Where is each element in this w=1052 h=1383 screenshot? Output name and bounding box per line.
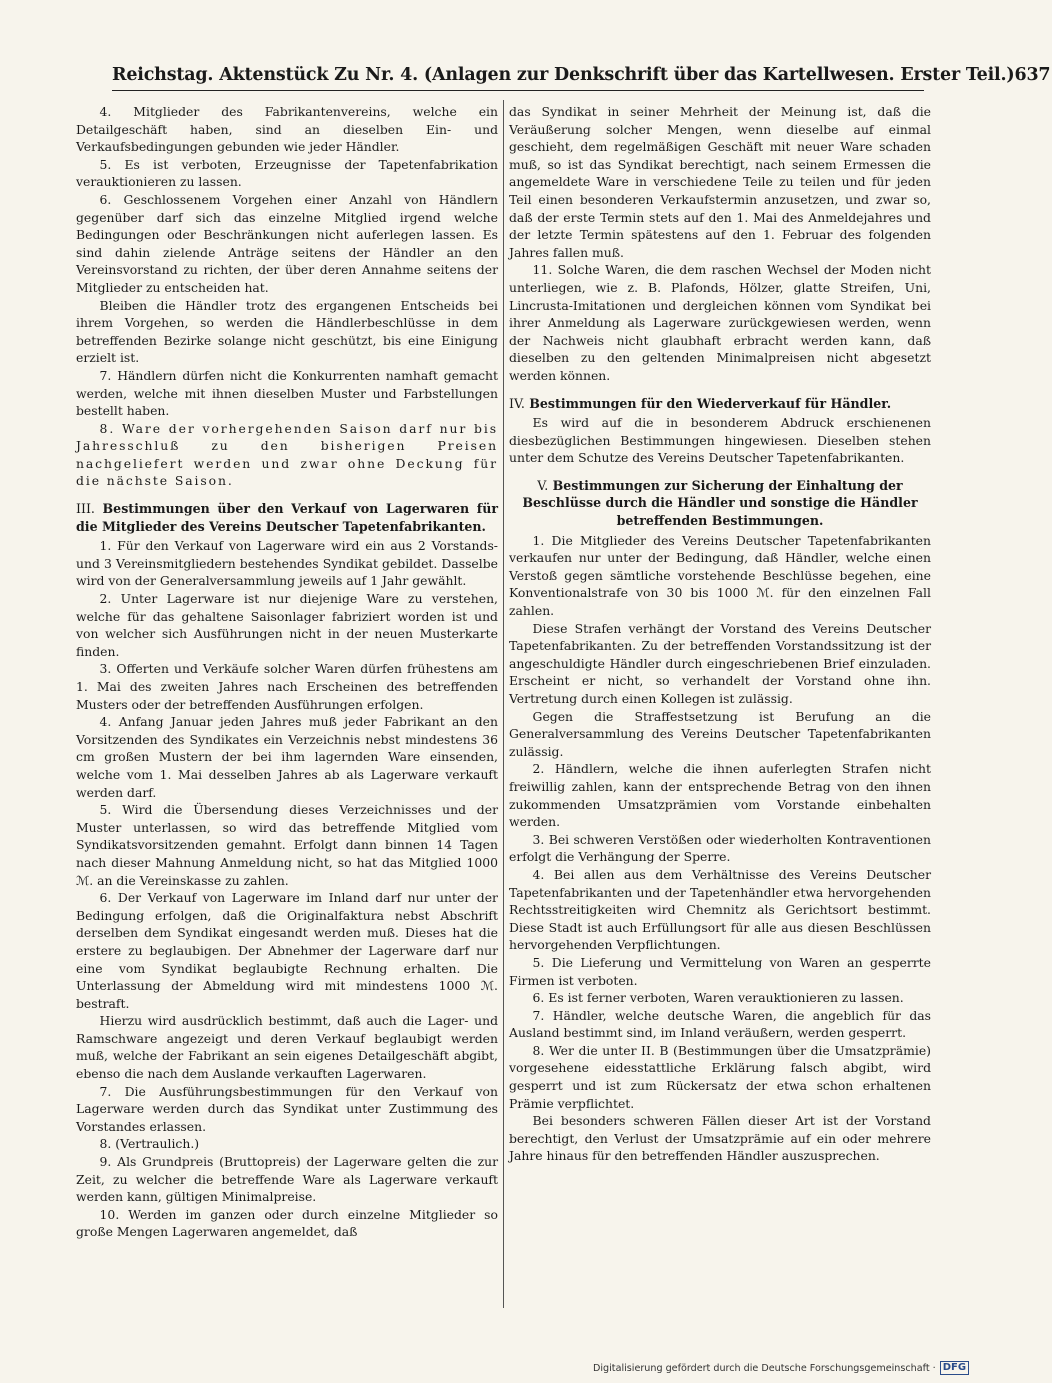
section-number: V. [537, 477, 549, 493]
paragraph: Bleiben die Händler trotz des ergangenen Entscheids bei ihrem Vorgehen, so werden die Händlerbeschlüsse in dem betreffenden Bezirke solange nicht geschützt, bis eine Einigung erzielt ist. [76, 297, 498, 366]
paragraph: 7. Die Ausführungsbestimmungen für den Verkauf von Lagerware werden durch das Syndikat unter Zustimmung des Vorstandes erlassen. [76, 1083, 498, 1134]
section-heading-iii [76, 500, 498, 535]
paragraph: 9. Als Grundpreis (Bruttopreis) der Lagerware gelten die zur Zeit, zu welcher die betreffende Ware als Lagerware verkauft werden kann, gültigen Minimalpreise. [76, 1154, 498, 1205]
paragraph: 5. Es ist verboten, Erzeugnisse der Tapetenfabrikation verauktionieren zu lassen. [76, 156, 498, 190]
paragraph: Es wird auf die in besonderem Abdruck erschienenen diesbezüglichen Bestimmungen hingewiesen. Dieselben stehen unter dem Schutze des Vereins Deutscher Tapetenfabrikanten. [509, 415, 931, 466]
paragraph: 6. Es ist ferner verboten, Waren verauktionieren zu lassen. [532, 990, 904, 1006]
paragraph: das Syndikat in seiner Mehrheit der Meinung ist, daß die Veräußerung solcher Mengen, wenn dieselbe auf einmal geschieht, dem regelmäßigen Geschäft mit neuer Ware schaden muß, so ist das Syndikat berechtigt, nach seinem Ermessen die angemeldete Ware in verschiedene Teile zu teilen und für jeden Teil einen besonderen Verkaufstermin anzusetzen, und zwar so, daß der erste Termin stets auf den 1. Mai des Anmeldejahres und der letzte Termin spätestens auf den 1. Februar des folgenden Jahres fallen muß. [509, 104, 931, 260]
left-column [76, 103, 498, 1303]
paragraph: Bei besonders schweren Fällen dieser Art ist der Vorstand berechtigt, den Verlust der Umsatzprämie auf ein oder mehrere Jahre hinaus für den betreffenden Händler auszusprechen. [509, 1113, 931, 1164]
digitization-credit [593, 1360, 993, 1376]
paragraph: 8. (Vertraulich.) [99, 1136, 200, 1152]
paragraph: 4. Anfang Januar jeden Jahres muß jeder Fabrikant an den Vorsitzenden des Syndikates ein Verzeichnis nebst mindestens 36 cm großen Mustern der bei ihm lagernden Ware einsenden, welche vom 1. Mai desselben Jahres ab als Lagerware verkauft werden darf. [76, 714, 498, 800]
paragraph: 6. Der Verkauf von Lagerware im Inland darf nur unter der Bedingung erfolgen, daß die Originalfaktura nebst Abschrift derselben dem Syndikat eingesandt werden muß. Dieses hat die erstere zu beglaubigen. Der Abnehmer der Lagerware darf nur eine vom Syndikat beglaubigte Rechnung erhalten. Die Unterlassung der Abmeldung wird mit mindestens 1000 ℳ. bestraft. [76, 890, 498, 1011]
paragraph: Hierzu wird ausdrücklich bestimmt, daß auch die Lager- und Ramschware angezeigt und deren Verkauf beglaubigt werden muß, welche der Fabrikant an sein eigenes Detailgeschäft abgibt, ebenso die nach dem Auslande verkauften Lagerwaren. [76, 1013, 498, 1082]
paragraph: 2. Unter Lagerware ist nur diejenige Ware zu verstehen, welche für das gehaltene Saisonlager fabriziert worden ist und von welcher sich Ausführungen nicht in der neuen Musterkarte finden. [76, 591, 498, 659]
dfg-logo-icon: DFG [940, 1361, 969, 1375]
paragraph: 11. Solche Waren, die dem raschen Wechsel der Moden nicht unterliegen, wie z. B. Plafonds, Hölzer, glatte Streifen, Uni, Lincrusta-Imitationen und dergleichen können vom Syndikat bei ihrer Anmeldung als Lagerware zurückgewiesen werden, wenn der Nachweis nicht glaubhaft erbracht werden kann, daß dieselben zu den geltenden Minimalpreisen nicht abgesetzt werden können. [509, 262, 931, 383]
section-number: IV. [509, 395, 525, 411]
column-divider [503, 100, 504, 1308]
paragraph: Diese Strafen verhängt der Vorstand des Vereins Deutscher Tapetenfabrikanten. Zu der betreffenden Vorstandssitzung ist der angeschuldigte Händler durch eingeschriebenen Brief einzuladen. Erscheint er nicht, so verhandelt der Vorstand ohne ihn. Vertretung durch einen Kollegen ist zulässig. [509, 620, 931, 706]
section-number: III. [76, 501, 95, 517]
running-header [112, 60, 1051, 91]
section-title: Bestimmungen über den Verkauf von Lagerwaren für die Mitglieder des Vereins Deutscher Tapetenfabrikanten. [76, 501, 498, 534]
paragraph: 10. Werden im ganzen oder durch einzelne Mitglieder so große Mengen Lagerwaren angemeldet, daß [76, 1206, 498, 1240]
paragraph: 2. Händlern, welche die ihnen auferlegten Strafen nicht freiwillig zahlen, kann der entsprechende Betrag von den ihnen zukommenden Umsatzprämien vom Vorstande einbehalten werden. [509, 761, 931, 830]
paragraph: 7. Händlern dürfen nicht die Konkurrenten namhaft gemacht werden, welche mit ihnen dieselben Muster und Farbstellungen bestellt haben. [76, 367, 498, 419]
paragraph: 4. Mitglieder des Fabrikantenvereins, welche ein Detailgeschäft haben, sind an dieselben Ein- und Verkaufsbedingungen gebunden wie jeder Händler. [76, 104, 498, 155]
section-title: Bestimmungen zur Sicherung der Einhaltung der Beschlüsse durch die Händler und sonstige die Händler betreffenden Bestimmungen. [522, 477, 918, 529]
section-heading-iv [509, 395, 931, 413]
paragraph: 6. Geschlossenem Vorgehen einer Anzahl von Händlern gegenüber darf sich das einzelne Mitglied irgend welche Bedingungen oder Beschränkungen nicht auferlegen lassen. Es sind dahin zielende Anträge seitens der Händler an den Vereinsvorstand zu richten, der über deren Annahme seitens der Mitglieder zu entscheiden hat. [76, 191, 498, 295]
paragraph: 5. Wird die Übersendung dieses Verzeichnisses und der Muster unterlassen, so wird das betreffende Mitglied vom Syndikatsvorsitzenden gemahnt. Erfolgt dann binnen 14 Tagen nach dieser Mahnung Anmeldung nicht, so hat das Mitglied 1000 ℳ. an die Vereinskasse zu zahlen. [76, 802, 498, 888]
paragraph: 1. Für den Verkauf von Lagerware wird ein aus 2 Vorstands- und 3 Vereinsmitgliedern bestehendes Syndikat gebildet. Dasselbe wird von der Generalversammlung jeweils auf 1 Jahr gewählt. [76, 538, 498, 589]
section-title: Bestimmungen für den Wiederverkauf für Händler. [529, 395, 892, 411]
paragraph: 8. Wer die unter II. B (Bestimmungen über die Umsatzprämie) vorgesehene eidesstattliche Erklärung falsch abgibt, wird gesperrt und ist zum Rückersatz der etwa schon erhaltenen Prämie verpflichtet. [509, 1042, 931, 1111]
paragraph: 1. Die Mitglieder des Vereins Deutscher Tapetenfabrikanten verkaufen nur unter der Bedingung, daß Händler, welche einen Verstoß gegen sämtliche vorstehende Beschlüsse begehen, eine Konventionalstrafe von 30 bis 1000 ℳ. für den einzelnen Fall zahlen. [509, 532, 931, 619]
paragraph: 5. Die Lieferung und Vermittelung von Waren an gesperrte Firmen ist verboten. [509, 954, 931, 988]
paragraph: 3. Offerten und Verkäufe solcher Waren dürfen frühestens am 1. Mai des zweiten Jahres nach Erscheinen des betreffenden Musters oder der betreffenden Ausführungen erfolgen. [76, 661, 498, 712]
credit-text: Digitalisierung gefördert durch die Deutsche Forschungsgemeinschaft · [593, 1362, 936, 1374]
right-column [509, 103, 931, 1303]
paragraph: Gegen die Straffestsetzung ist Berufung an die Generalversammlung des Vereins Deutscher Tapetenfabrikanten zulässig. [509, 708, 931, 759]
header-title: Reichstag. Aktenstück Zu Nr. 4. (Anlagen zur Denkschrift über das Kartellwesen. Erster Teil.) [112, 65, 1015, 85]
section-heading-v [509, 477, 931, 530]
page-number: 637 [1014, 65, 1051, 85]
paragraph: 7. Händler, welche deutsche Waren, die angeblich für das Ausland bestimmt sind, im Inland veräußern, werden gesperrt. [509, 1007, 931, 1041]
paragraph: 3. Bei schweren Verstößen oder wiederholten Kontraventionen erfolgt die Verhängung der Sperre. [509, 831, 931, 865]
paragraph: 4. Bei allen aus dem Verhältnisse des Vereins Deutscher Tapetenfabrikanten und der Tapetenhändler etwa hervorgehenden Rechtsstreitigkeiten wird Chemnitz als Gerichtsort bestimmt. Diese Stadt ist auch Erfüllungsort für alle aus diesen Beschlüssen hervorgehenden Verpflichtungen. [509, 866, 931, 953]
paragraph: 8. Ware der vorhergehenden Saison darf nur bis Jahresschluß zu den bisherigen Preisen nachgeliefert werden und zwar ohne Deckung für die nächste Saison. [76, 420, 498, 489]
